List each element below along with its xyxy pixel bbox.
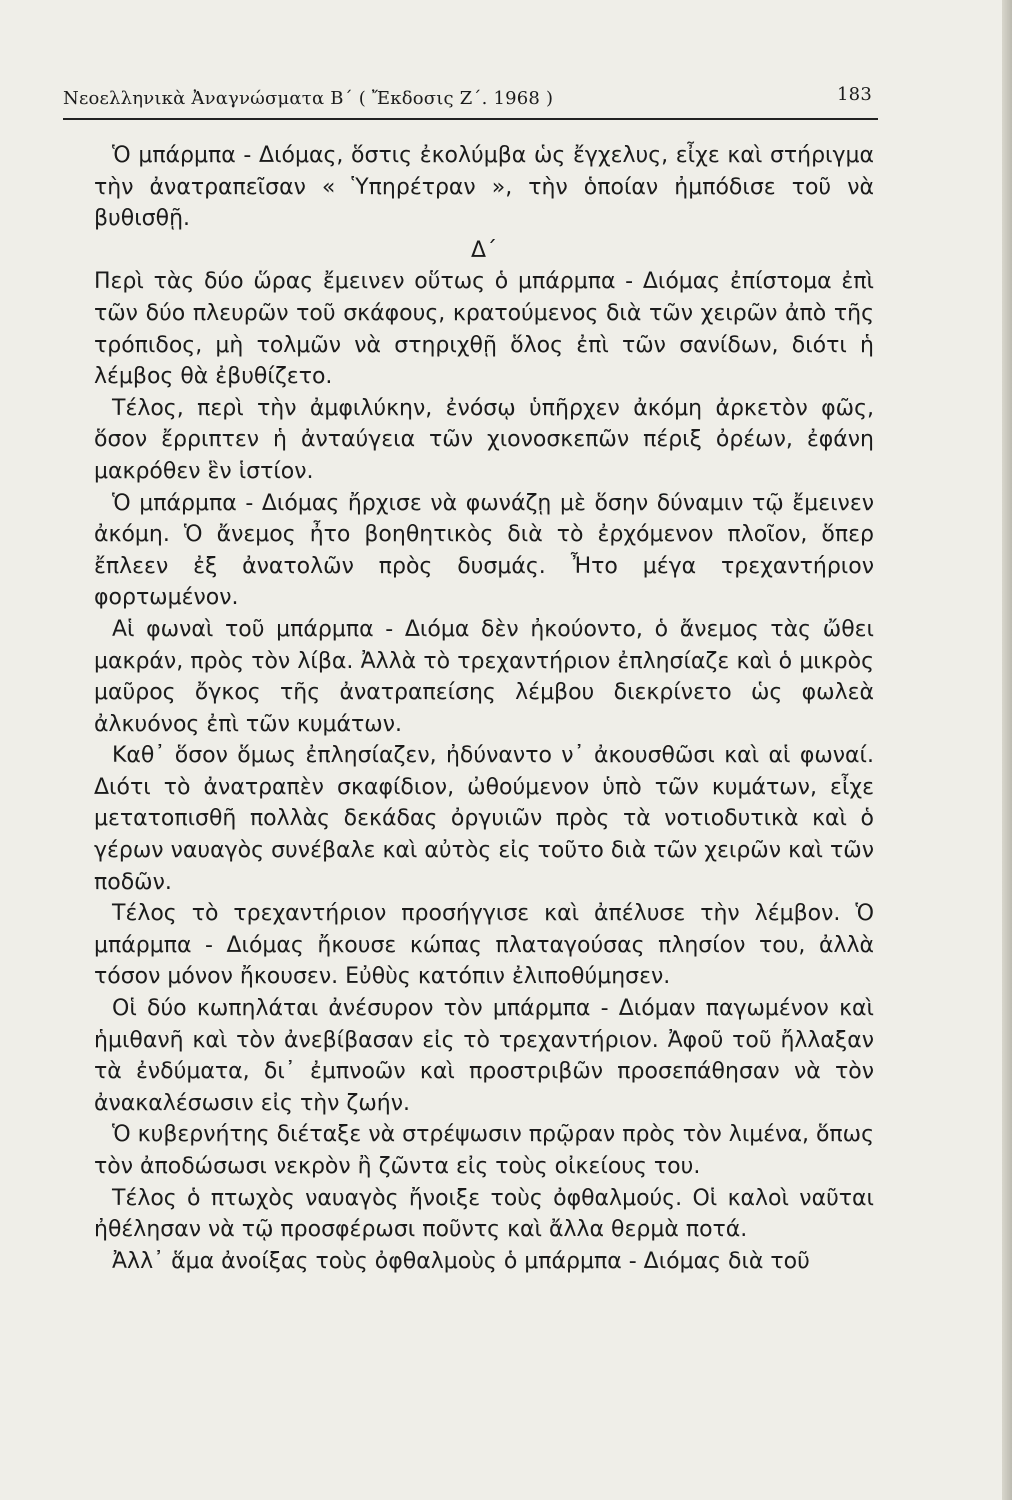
header-rule — [63, 118, 878, 120]
paragraph: Οἱ δύο κωπηλάται ἀνέσυρον τὸν μπάρμπα - Διόμαν παγωμένον καὶ ἡμιθανῆ καὶ τὸν ἀνεβίβασαν εἰς τὸ τρεχαντήριον. Ἀφοῦ τοῦ ἤλλαξαν τὰ ἐνδύματα, δι᾽ ἐμπνοῶν καὶ προστριβῶν προσεπάθησαν νὰ τὸν ἀνακαλέσωσιν εἰς τὴν ζωήν. — [94, 996, 874, 1116]
running-header — [63, 84, 878, 114]
paragraph: Περὶ τὰς δύο ὥρας ἔμεινεν οὕτως ὁ μπάρμπα - Διόμας ἐπίστομα ἐπὶ τῶν δύο πλευρῶν τοῦ σκάφους, κρατούμενος διὰ τῶν χειρῶν ἀπὸ τῆς τρόπιδος, μὴ τολμῶν νὰ στηριχθῇ ὅλος ἐπὶ τῶν σανίδων, διότι ἡ λέμβος θὰ ἐβυθίζετο. — [94, 269, 874, 390]
running-header-title: Νεοελληνικὰ Ἀναγνώσματα Β΄ ( Ἔκδοσις Ζ΄. 1968 ) — [63, 88, 554, 109]
paragraph: Τέλος ὁ πτωχὸς ναυαγὸς ἤνοιξε τοὺς ὀφθαλμούς. Οἱ καλοὶ ναῦται ἠθέλησαν νὰ τῷ προσφέρωσι ποῦντς καὶ ἄλλα θερμὰ ποτά. — [94, 1185, 874, 1243]
body-text — [94, 140, 874, 1277]
paragraph: Καθ᾽ ὅσον ὅμως ἐπλησίαζεν, ἠδύναντο ν᾽ ἀκουσθῶσι καὶ αἱ φωναί. Διότι τὸ ἀνατραπὲν σκαφίδιον, ὠθούμενον ὑπὸ τῶν κυμάτων, εἶχε μετατοπισθῆ πολλὰς δεκάδας ὀργυιῶν πρὸς τὰ νοτιοδυτικὰ καὶ ὁ γέρων ναυαγὸς συνέβαλε καὶ αὐτὸς εἰς τοῦτο διὰ τῶν χειρῶν καὶ τῶν ποδῶν. — [94, 743, 874, 895]
paragraph: Ὁ μπάρμπα - Διόμας ἤρχισε νὰ φωνάζῃ μὲ ὅσην δύναμιν τῷ ἔμεινεν ἀκόμη. Ὁ ἄνεμος ἦτο βοηθητικὸς διὰ τὸ ἐρχόμενον πλοῖον, ὅπερ ἔπλεεν ἐξ ἀνατολῶν πρὸς δυσμάς. Ἦτο μέγα τρεχαντήριον φορτωμένον. — [94, 490, 874, 611]
paragraph: Αἱ φωναὶ τοῦ μπάρμπα - Διόμα δὲν ἠκούοντο, ὁ ἄνεμος τὰς ὤθει μακράν, πρὸς τὸν λίβα. Ἀλλὰ τὸ τρεχαντήριον ἐπλησίαζε καὶ ὁ μικρὸς μαῦρος ὄγκος τῆς ἀνατραπείσης λέμβου διεκρίνετο ὡς φωλεὰ ἀλκυόνος ἐπὶ τῶν κυμάτων. — [94, 616, 874, 737]
page-edge-shadow — [1002, 0, 1012, 1500]
paragraph: Τέλος, περὶ τὴν ἀμφιλύκην, ἐνόσῳ ὑπῆρχεν ἀκόμη ἀρκετὸν φῶς, ὅσον ἔρριπτεν ἡ ἀνταύγεια τῶν χιονοσκεπῶν πέριξ ὀρέων, ἐφάνη μακρόθεν ἓν ἱστίον. — [94, 395, 874, 484]
section-heading: Δ΄ — [470, 237, 498, 263]
paragraph: Ὁ μπάρμπα - Διόμας, ὅστις ἐκολύμβα ὡς ἔγχελυς, εἶχε καὶ στήριγμα τὴν ἀνατραπεῖσαν « Ὑπηρέτραν », τὴν ὁποίαν ἠμπόδισε τοῦ νὰ βυθισθῇ. — [94, 143, 874, 232]
paragraph: Ἀλλ᾽ ἅμα ἀνοίξας τοὺς ὀφθαλμοὺς ὁ μπάρμπα - Διόμας διὰ τοῦ — [112, 1248, 810, 1274]
paragraph: Ὁ κυβερνήτης διέταξε νὰ στρέψωσιν πρῷραν πρὸς τὸν λιμένα, ὅπως τὸν ἀποδώσωσι νεκρὸν ἢ ζῶντα εἰς τοὺς οἰκείους του. — [94, 1122, 874, 1179]
page-number: 183 — [837, 84, 872, 105]
paragraph: Τέλος τὸ τρεχαντήριον προσήγγισε καὶ ἀπέλυσε τὴν λέμβον. Ὁ μπάρμπα - Διόμας ἤκουσε κώπας πλαταγούσας πλησίον του, ἀλλὰ τόσον μόνον ἤκουσεν. Εὐθὺς κατόπιν ἐλιποθύμησεν. — [94, 901, 874, 990]
